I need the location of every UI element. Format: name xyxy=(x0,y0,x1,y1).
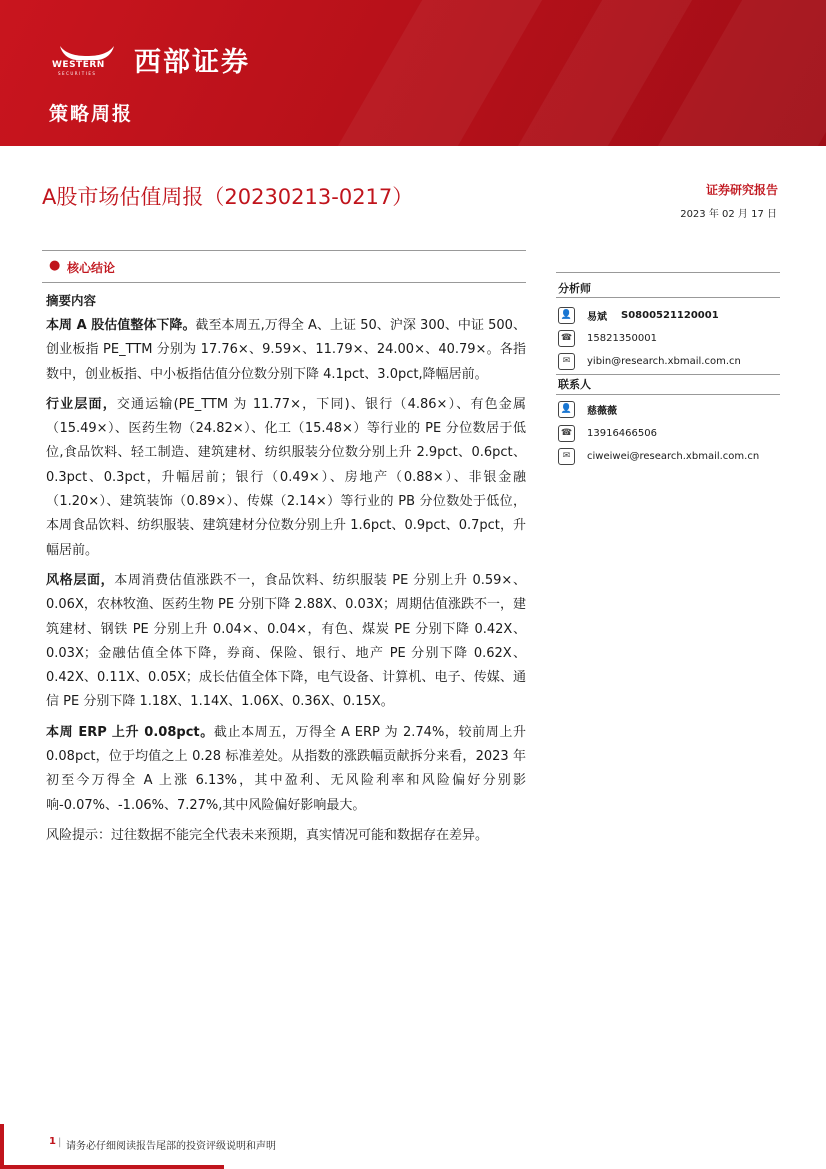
person-icon: 👤 xyxy=(558,401,575,418)
divider xyxy=(556,297,780,298)
brand-name: 西部证券 xyxy=(134,47,250,78)
summary-body xyxy=(46,314,526,854)
contact-email-row xyxy=(558,447,759,465)
contact-heading: 联系人 xyxy=(558,378,591,391)
divider xyxy=(42,282,526,283)
analyst-cert: S0800521120001 xyxy=(621,309,719,321)
contact-phone-row xyxy=(558,424,657,442)
paragraph xyxy=(46,314,526,387)
analyst-name-row xyxy=(558,306,719,324)
page-number: 1 xyxy=(49,1136,56,1147)
analyst-phone-row xyxy=(558,329,657,347)
footer-accent xyxy=(0,1124,4,1169)
footer-disclaimer: 请务必仔细阅读报告尾部的投资评级说明和声明 xyxy=(66,1141,276,1152)
bullet-icon: ● xyxy=(49,258,61,273)
core-heading: 核心结论 xyxy=(67,261,116,275)
analyst-email[interactable]: yibin@research.xbmail.com.cn xyxy=(587,355,741,367)
mail-icon: ✉ xyxy=(558,448,575,465)
divider xyxy=(556,394,780,395)
phone-icon: ☎ xyxy=(558,330,575,347)
paragraph-lead: 行业层面， xyxy=(46,396,117,412)
report-type: 证券研究报告 xyxy=(705,183,778,197)
report-category: 策略周报 xyxy=(49,103,134,125)
divider xyxy=(556,272,780,273)
analyst-name: 易斌 xyxy=(587,311,607,323)
contact-name: 慈薇薇 xyxy=(587,405,617,417)
report-date: 2023 年 02 月 17 日 xyxy=(680,209,777,220)
analyst-email-row xyxy=(558,352,741,370)
summary-heading: 摘要内容 xyxy=(46,293,97,308)
divider xyxy=(556,374,780,375)
brand-sub: SECURITIES xyxy=(58,71,97,76)
footer-accent xyxy=(0,1165,224,1169)
paragraph xyxy=(46,721,526,818)
paragraph xyxy=(46,393,526,563)
paragraph-lead: 风格层面， xyxy=(46,572,115,588)
header-banner xyxy=(0,0,826,146)
footer-separator: | xyxy=(58,1137,62,1148)
person-icon: 👤 xyxy=(558,307,575,324)
report-title: A股市场估值周报（20230213-0217） xyxy=(42,185,414,209)
contact-name-row xyxy=(558,400,631,418)
contact-email[interactable]: ciweiwei@research.xbmail.com.cn xyxy=(587,450,760,462)
paragraph xyxy=(46,569,526,715)
phone-icon: ☎ xyxy=(558,425,575,442)
analyst-heading: 分析师 xyxy=(558,282,591,295)
brand-en: WESTERN xyxy=(52,60,105,70)
analyst-phone: 15821350001 xyxy=(587,332,657,344)
contact-phone: 13916466506 xyxy=(587,427,657,439)
paragraph-text: 交通运输(PE_TTM 为 11.77×，下同)、银行（4.86×）、有色金属（15.49×）、医药生物（24.82×）、化工（15.48×）等行业的 PE 分位数居于低位,食品饮料、轻工制造、建筑建材、纺织服装分位数分别上升 2.9pct、0.6pct、0.3pct、0.3pct，升幅居前；银行（0.49×）、房地产（0.88×）、非银金融（1.20×）、建筑装饰（0.89×）、传媒（2.14×）等行业的 PB 分位数处于低位，本周食品饮料、纺织服装、建筑建材分位数分别上升 1.6pct、0.9pct、0.7pct，升幅居前。 xyxy=(46,396,526,558)
risk-warning: 风险提示：过往数据不能完全代表未来预期，真实情况可能和数据存在差异。 xyxy=(46,827,489,843)
paragraph-text: 本周消费估值涨跌不一，食品饮料、纺织服装 PE 分别上升 0.59×、0.06X，农林牧渔、医药生物 PE 分别下降 2.88X、0.03X；周期估值涨跌不一，建筑建材、钢铁 PE 分别上升 0.04×、0.04×，有色、煤炭 PE 分别下降 0.42X、0.03X；金融估值全体下降，券商、保险、银行、地产 PE 分别下降 0.62X、0.42X、0.11X、0.05X；成长估值全体下降，电气设备、计算机、电子、传媒、通信 PE 分别下降 1.18X、1.14X、1.06X、0.36X、0.15X。 xyxy=(46,572,527,710)
paragraph-text: 截止本周五，万得全 A ERP 为 2.74%，较前周上升 0.08pct，位于均值之上 0.28 标准差处。从指数的涨跌幅贡献拆分来看，2023 年初至今万得全 A 上涨 6.13%，其中盈利、无风险利率和风险偏好分别影响-0.07%、-1.06%、7.27%,其中风险偏好影响最大。 xyxy=(46,724,526,813)
paragraph-lead: 本周 A 股估值整体下降。 xyxy=(46,318,196,333)
mail-icon: ✉ xyxy=(558,353,575,370)
paragraph-text: 截至本周五,万得全 A、上证 50、沪深 300、中证 500、创业板指 PE_TTM 分别为 17.76×、9.59×、11.79×、24.00×、40.79×。各指数中，创业板指、中小板指估值分位数分别下降 4.1pct、3.0pct,降幅居前。 xyxy=(46,318,526,382)
divider xyxy=(42,250,526,251)
paragraph-lead: 本周 ERP 上升 0.08pct。 xyxy=(46,724,214,740)
